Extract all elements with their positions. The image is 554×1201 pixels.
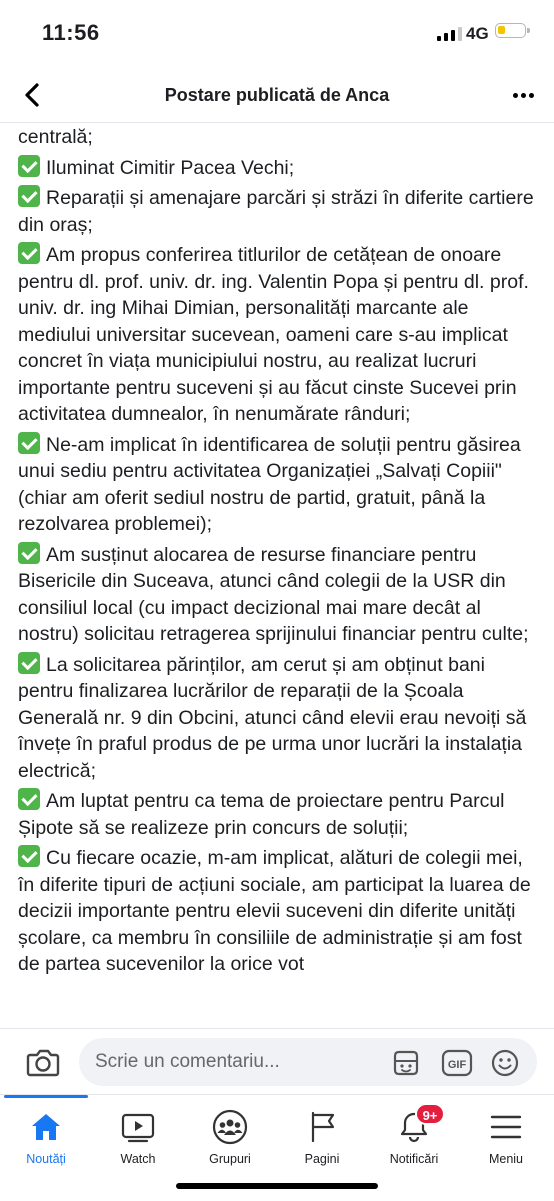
post-content <box>18 124 542 1028</box>
tab-watch[interactable] <box>92 1095 184 1175</box>
check-mark-icon <box>18 185 40 207</box>
status-bar <box>0 0 554 64</box>
tab-label: Pagini <box>304 1152 340 1166</box>
notification-badge: 9+ <box>415 1103 445 1125</box>
flag-icon <box>304 1109 340 1145</box>
battery-icon <box>495 23 526 38</box>
check-mark-icon <box>18 788 40 810</box>
tab-label: Noutăți <box>26 1152 66 1166</box>
tab-meniu[interactable] <box>460 1095 552 1175</box>
tab-label: Grupuri <box>209 1152 251 1166</box>
post-paragraph: Iluminat Cimitir Pacea Vechi; <box>18 155 542 182</box>
groups-icon <box>212 1109 248 1145</box>
tab-grupuri[interactable] <box>184 1095 276 1175</box>
check-mark-icon <box>18 652 40 674</box>
tab-label: Watch <box>120 1152 156 1166</box>
watch-icon <box>120 1109 156 1145</box>
tab-label: Meniu <box>488 1152 524 1166</box>
post-paragraph: La solicitarea părinților, am cerut și am obținut bani pentru finalizarea lucrărilor de reparații de la Școala Generală nr. 9 din Obcini, atunci când elevii erau nevoiți să învețe în praful produs de pe urma unor lucrări la instalația electrică; <box>18 653 527 782</box>
check-mark-icon <box>18 155 40 177</box>
check-mark-icon <box>18 242 40 264</box>
post-paragraph: Reparații și amenajare parcări și străzi în diferite cartiere din oraș; <box>18 187 534 236</box>
post-paragraph: Ne-am implicat în identificarea de soluții pentru găsirea unui sediu pentru activitatea Organizației „Salvați Copiii" (chiar am oferit sediul nostru de partid, gratuit, până la rezolvarea problemei); <box>18 433 521 535</box>
tab-pagini[interactable] <box>276 1095 368 1175</box>
page-title: Postare publicată de Anca <box>164 85 390 105</box>
comment-placeholder: Scrie un comentariu... <box>95 1051 280 1072</box>
post-paragraph: centrală; <box>18 126 93 148</box>
check-mark-icon <box>18 542 40 564</box>
signal-icon <box>437 26 462 41</box>
post-paragraph: Cu fiecare ocazie, m-am implicat, alături de colegii mei, în diferite tipuri de acțiuni sociale, am participat la luarea de decizii importante pentru elevii suceveni din diferite unități școlare, ca membru în consiliile de administrație și am fost de partea sucevenilor la orice vot <box>18 847 531 975</box>
comment-input[interactable] <box>79 1038 537 1086</box>
nav-header <box>0 70 554 123</box>
home-indicator <box>176 1183 378 1189</box>
tab-label: Notificări <box>389 1152 439 1166</box>
tab-noutati[interactable] <box>0 1095 92 1175</box>
camera-icon[interactable] <box>24 1043 62 1081</box>
emoji-icon[interactable] <box>490 1048 520 1078</box>
post-paragraph: Am propus conferirea titlurilor de cetățean de onoare pentru dl. prof. univ. dr. ing. Valentin Popa și pentru dl. prof. univ. dr. ing Mihai Dimian, personalități marcante ale mediului universitar sucevean, oameni care s-au implicat concret în viața municipiului nostru, au realizat lucruri importante pentru suceveni și au făcut cinste Sucevei prin activitatea dumnealor, în nenumărate rânduri; <box>18 244 529 425</box>
check-mark-icon <box>18 845 40 867</box>
menu-icon <box>488 1109 524 1145</box>
more-options-icon[interactable] <box>508 80 538 110</box>
gif-icon[interactable] <box>441 1048 471 1078</box>
post-paragraph: Am susținut alocarea de resurse financiare pentru Bisericile din Suceava, atunci când colegii de la USR din consiliul local (cu impact decizional mai mare decât al nostru) solicitau retragerea sprijinului financiar pentru culte; <box>18 543 529 645</box>
svg-text:GIF: GIF <box>447 1059 467 1071</box>
tab-notificari[interactable] <box>368 1095 460 1175</box>
check-mark-icon <box>18 432 40 454</box>
home-icon <box>28 1109 64 1145</box>
sticker-icon[interactable] <box>391 1048 421 1078</box>
network-type: 4G <box>466 24 489 43</box>
post-paragraph: Am luptat pentru ca tema de proiectare pentru Parcul Șipote să se realizeze prin concurs de soluții; <box>18 790 505 839</box>
status-time: 11:56 <box>42 20 100 45</box>
comment-bar <box>0 1028 554 1095</box>
